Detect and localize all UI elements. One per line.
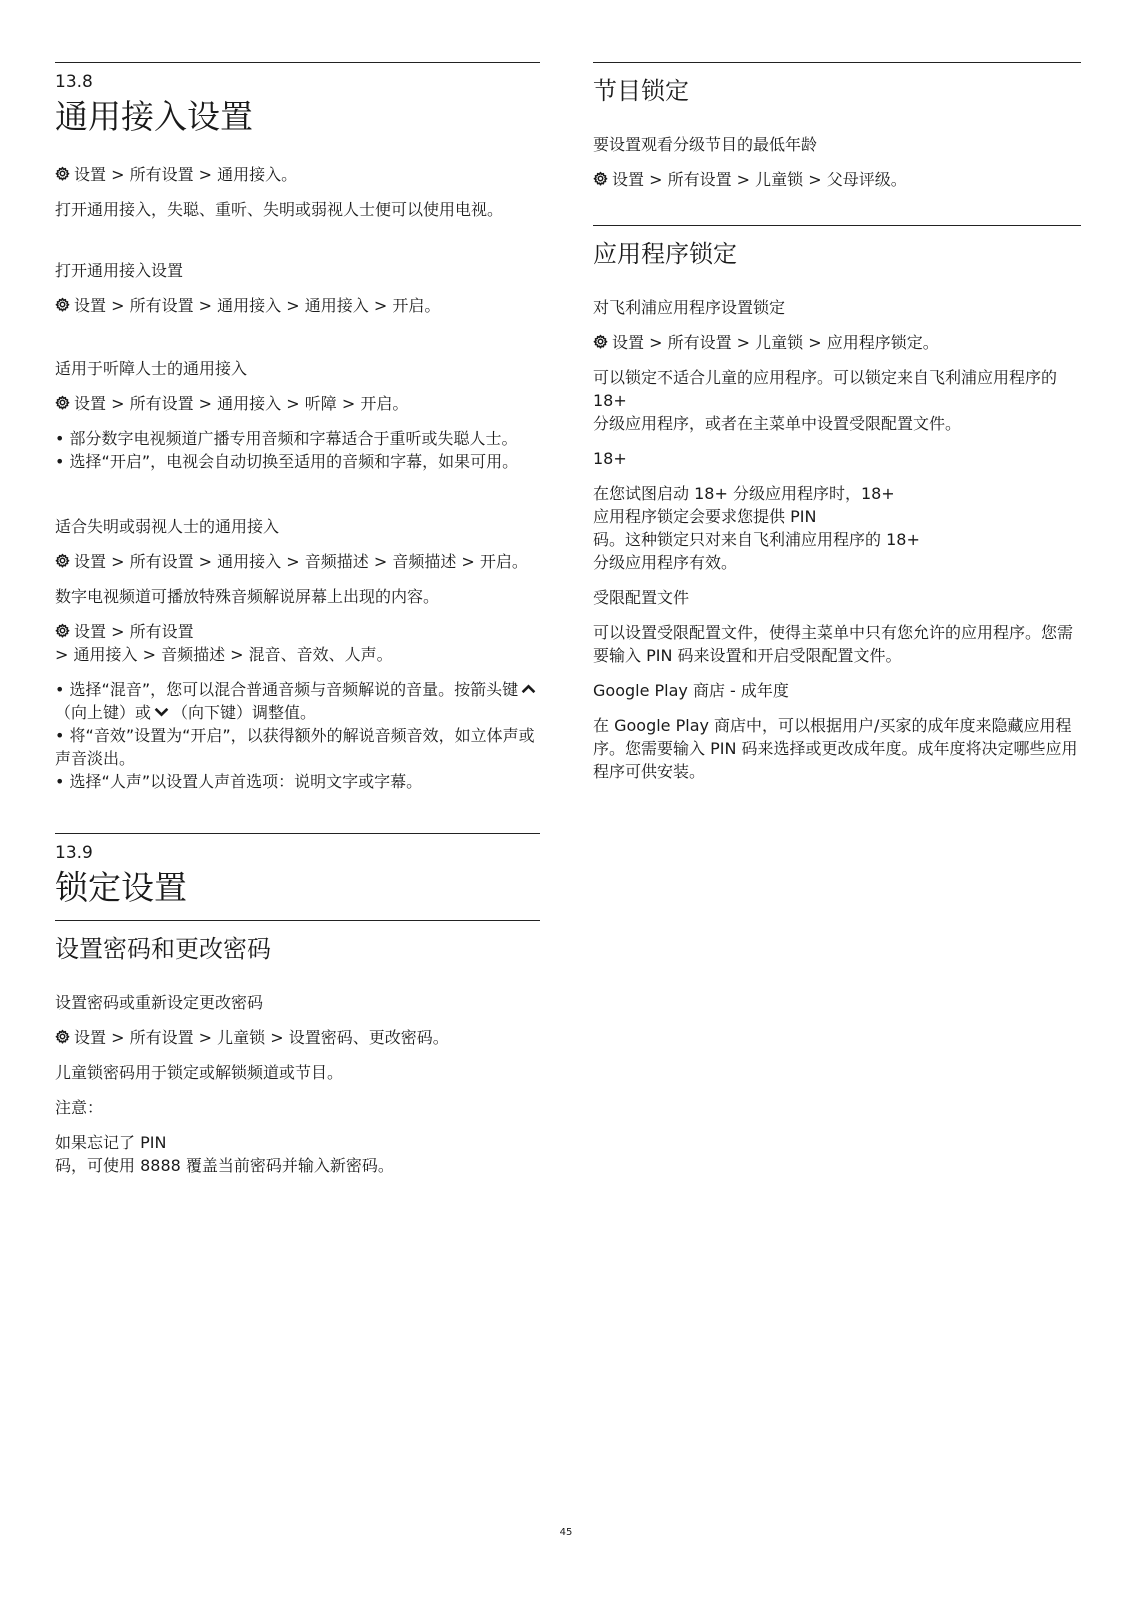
subheading: 设置密码或重新设定更改密码 (55, 993, 264, 1012)
gear-icon (593, 334, 608, 349)
bullet-list (55, 678, 540, 793)
description: 儿童锁密码用于锁定或解锁频道或节目。 (55, 1063, 344, 1082)
settings-path: 设置 > 所有设置 > 儿童锁 > 父母评级。 (593, 168, 1081, 191)
subsection-divider (55, 920, 540, 921)
bullet-item: • 将“音效”设置为“开启”，以获得额外的解说音频音效，如立体声或声音淡出。 (55, 726, 535, 768)
description: 可以锁定不适合儿童的应用程序。可以锁定来自飞利浦应用程序的 18+ 分级应用程序，或者在主菜单中设置受限配置文件。 (593, 368, 1058, 433)
description: 在 Google Play 商店中，可以根据用户/买家的成年度来隐藏应用程序。您需要输入 PIN 码来选择或更改成年度。成年度将决定哪些应用程序可供安装。 (593, 716, 1078, 781)
subsection-divider (593, 62, 1081, 63)
chevron-down-icon (154, 706, 169, 718)
gear-icon (55, 623, 70, 638)
subheading-hearing: 适用于听障人士的通用接入 (55, 359, 248, 378)
subsection-title: 设置密码和更改密码 (55, 935, 271, 963)
settings-path: 设置 > 所有设置 > 通用接入 > 听障 > 开启。 (55, 392, 540, 415)
page-number: 45 (559, 1527, 573, 1538)
note-text: 如果忘记了 PIN 码，可使用 8888 覆盖当前密码并输入新密码。 (55, 1133, 394, 1175)
left-column (55, 62, 540, 1189)
section-title: 通用接入设置 (55, 97, 253, 136)
section-divider (55, 833, 540, 834)
settings-path: 设置 > 所有设置 > 通用接入 > 音频描述 > 音频描述 > 开启。 (55, 550, 540, 573)
subheading-visual: 适合失明或弱视人士的通用接入 (55, 517, 280, 536)
subsection-divider (593, 225, 1081, 226)
gear-icon (55, 297, 70, 312)
subheading-profile: 受限配置文件 (593, 588, 690, 607)
subsection-title: 节目锁定 (593, 77, 689, 105)
description: 要设置观看分级节目的最低年龄 (593, 135, 818, 154)
bullet-item: • 部分数字电视频道广播专用音频和字幕适合于重听或失聪人士。 (55, 429, 518, 448)
bullet-item: • 选择“混音”，您可以混合普通音频与音频解说的音量。按箭头键（向上键）或 （向下键）调整值。 (55, 678, 540, 724)
intro-text: 打开通用接入，失聪、重听、失明或弱视人士便可以使用电视。 (55, 200, 504, 219)
section-title: 锁定设置 (55, 868, 187, 907)
note-label: 注意： (55, 1098, 104, 1117)
gear-icon (55, 553, 70, 568)
subsection-title: 应用程序锁定 (593, 240, 737, 268)
subheading-open: 打开通用接入设置 (55, 261, 184, 280)
settings-path: 设置 > 所有设置 > 儿童锁 > 设置密码、更改密码。 (55, 1026, 540, 1049)
gear-icon (55, 166, 70, 181)
gear-icon (55, 395, 70, 410)
bullet-list (55, 427, 540, 473)
settings-path: 设置 > 所有设置 > 通用接入 > 音频描述 > 混音、音效、人声。 (55, 622, 393, 664)
gear-icon (55, 1029, 70, 1044)
section-number: 13.8 (55, 72, 93, 92)
description: 数字电视频道可播放特殊音频解说屏幕上出现的内容。 (55, 587, 440, 606)
gear-icon (593, 171, 608, 186)
right-column (593, 62, 1081, 795)
chevron-up-icon (521, 683, 536, 695)
section-divider (55, 62, 540, 63)
section-number: 13.9 (55, 843, 93, 863)
subheading-google-play: Google Play 商店 - 成年度 (593, 681, 789, 700)
description: 可以设置受限配置文件，使得主菜单中只有您允许的应用程序。您需要输入 PIN 码来设置和开启受限配置文件。 (593, 623, 1074, 665)
bullet-item: • 选择“人声”以设置人声首选项：说明文字或字幕。 (55, 772, 423, 791)
settings-path: 设置 > 所有设置 > 通用接入 > 通用接入 > 开启。 (55, 294, 540, 317)
description: 在您试图启动 18+ 分级应用程序时，18+ 应用程序锁定会要求您提供 PIN 码。这种锁定只对来自飞利浦应用程序的 18+ 分级应用程序有效。 (593, 484, 920, 572)
bullet-item: • 选择“开启”，电视会自动切换至适用的音频和字幕，如果可用。 (55, 452, 519, 471)
settings-path: 设置 > 所有设置 > 通用接入。 (55, 163, 540, 186)
subheading-18: 18+ (593, 449, 627, 468)
settings-path: 设置 > 所有设置 > 儿童锁 > 应用程序锁定。 (593, 331, 1081, 354)
subheading: 对飞利浦应用程序设置锁定 (593, 298, 786, 317)
